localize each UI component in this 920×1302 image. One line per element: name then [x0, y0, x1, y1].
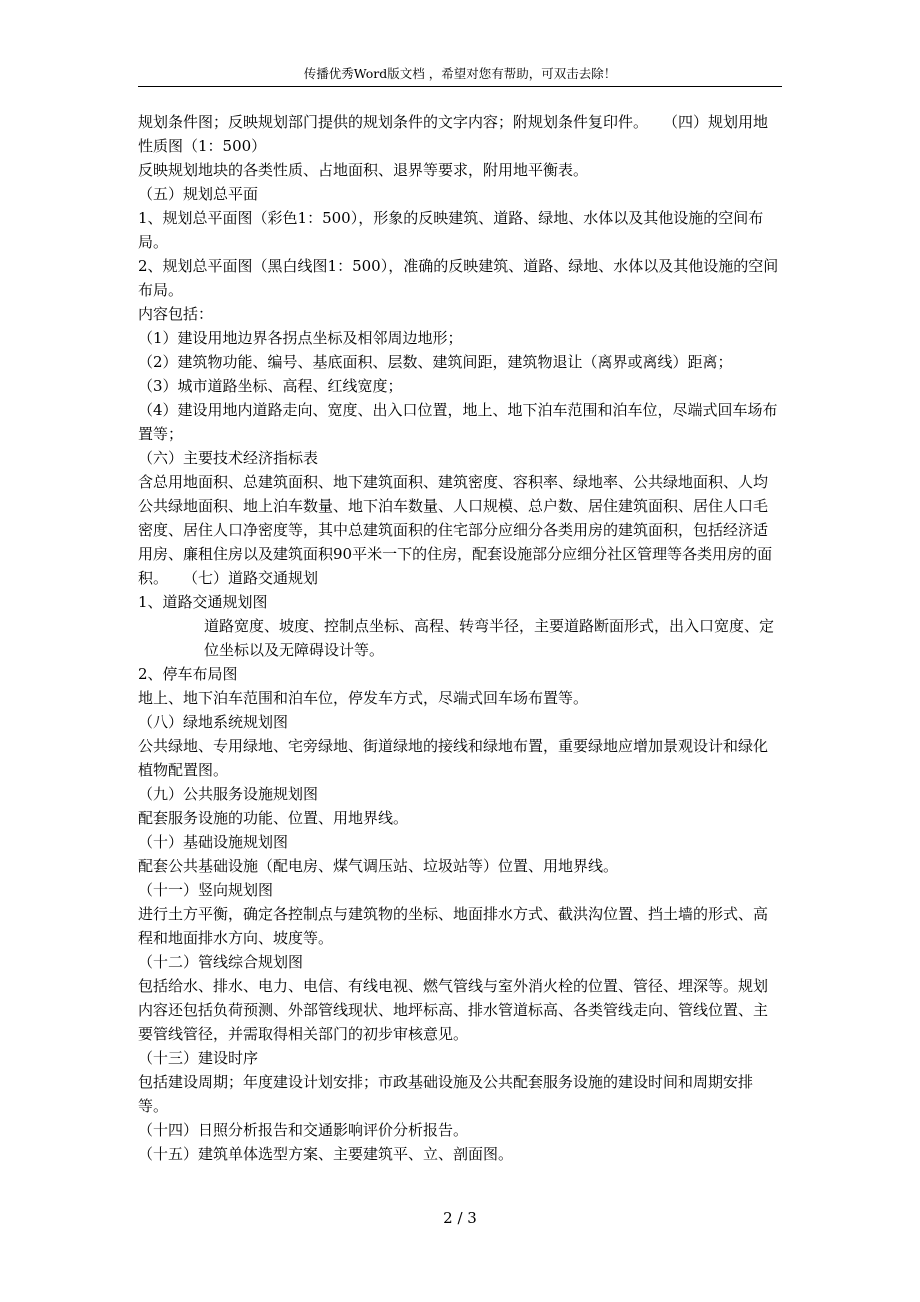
section-heading: （十）基础设施规划图 [138, 833, 289, 851]
section-heading: （十五）建筑单体选型方案、主要建筑平、立、剖面图。 [138, 1145, 514, 1163]
paragraph: 公共绿地、专用绿地、宅旁绿地、街道绿地的接线和绿地布置，重要绿地应增加景观设计和绿化植物配置图。 [138, 737, 769, 779]
paragraph: 2、停车布局图 [138, 665, 238, 683]
list-item: （2）建筑物功能、编号、基底面积、层数、建筑间距，建筑物退让（离界或离线）距离； [138, 353, 733, 371]
paragraph: 2、规划总平面图（黑白线图1：500），准确的反映建筑、道路、绿地、水体以及其他设施的空间布局。 [138, 257, 779, 299]
list-item: （3）城市道路坐标、高程、红线宽度； [138, 377, 403, 395]
page-number: 2 / 3 [443, 1209, 477, 1227]
paragraph: 包括给水、排水、电力、电信、有线电视、燃气管线与室外消火栓的位置、管径、埋深等。规划内容还包括负荷预测、外部管线现状、地坪标高、排水管道标高、各类管线走向、管线位置、主要管线管径，并需取得相关部门的初步审核意见。 [138, 977, 769, 1043]
section-heading: （八）绿地系统规划图 [138, 713, 289, 731]
paragraph: 地上、地下泊车范围和泊车位，停发车方式，尽端式回车场布置等。 [138, 689, 589, 707]
list-item: （4）建设用地内道路走向、宽度、出入口位置，地上、地下泊车范围和泊车位，尽端式回车场布置等； [138, 401, 778, 443]
list-item: （1）建设用地边界各拐点坐标及相邻周边地形； [138, 329, 463, 347]
paragraph: 反映规划地块的各类性质、占地面积、退界等要求，附用地平衡表。 [138, 161, 589, 179]
body-text [138, 110, 782, 1166]
paragraph: 规划条件图；反映规划部门提供的规划条件的文字内容；附规划条件复印件。 （四）规划用地性质图（1：500） [138, 113, 769, 155]
header-divider [138, 86, 782, 87]
paragraph: 配套服务设施的功能、位置、用地界线。 [138, 809, 409, 827]
section-heading: （十四）日照分析报告和交通影响评价分析报告。 [138, 1121, 469, 1139]
paragraph: 包括建设周期；年度建设计划安排；市政基础设施及公共配套服务设施的建设时间和周期安排等。 [138, 1073, 754, 1115]
paragraph: 1、规划总平面图（彩色1：500），形象的反映建筑、道路、绿地、水体以及其他设施的空间布局。 [138, 209, 764, 251]
section-heading: （六）主要技术经济指标表 [138, 449, 319, 467]
paragraph: 配套公共基础设施（配电房、煤气调压站、垃圾站等）位置、用地界线。 [138, 857, 619, 875]
paragraph: 内容包括： [138, 305, 214, 323]
paragraph: 进行土方平衡，确定各控制点与建筑物的坐标、地面排水方式、截洪沟位置、挡土墙的形式、高程和地面排水方向、坡度等。 [138, 905, 769, 947]
section-heading: （九）公共服务设施规划图 [138, 785, 319, 803]
section-heading: （五）规划总平面 [138, 185, 259, 203]
paragraph: 含总用地面积、总建筑面积、地下建筑面积、建筑密度、容积率、绿地率、公共绿地面积、人均公共绿地面积、地上泊车数量、地下泊车数量、人口规模、总户数、居住建筑面积、居住人口毛密度、居住人口净密度等，其中总建筑面积的住宅部分应细分各类用房的建筑面积，包括经济适用房、廉租住房以及建筑面积90平米一下的住房，配套设施部分应细分社区管理等各类用房的面积。 （七）道路交通规划 [138, 473, 773, 587]
section-heading: （十三）建设时序 [138, 1049, 259, 1067]
section-heading: （十二）管线综合规划图 [138, 953, 304, 971]
paragraph: 1、道路交通规划图 [138, 593, 268, 611]
page-header: 传播优秀Word版文档 ，希望对您有帮助，可双击去除！ [303, 66, 617, 81]
paragraph: 道路宽度、坡度、控制点坐标、高程、转弯半径，主要道路断面形式，出入口宽度、定位坐标以及无障碍设计等。 [204, 617, 775, 659]
section-heading: （十一）竖向规划图 [138, 881, 274, 899]
